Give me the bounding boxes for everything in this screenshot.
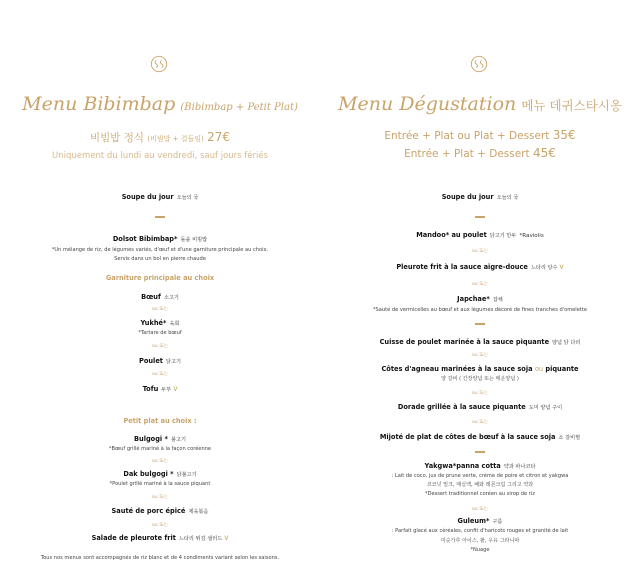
- dessert-yakgwa: Yakgwa*panna cotta 약과 파나코타: [424, 462, 536, 470]
- yakgwa-note: *Dessert traditionnel coréen au sirop de riz: [425, 491, 535, 497]
- garniture-poulet: Poulet 닭고기: [139, 357, 181, 365]
- menu-title: Menu Dégustation 메뉴 데귀스타시옹: [338, 93, 622, 115]
- restaurant-logo-icon: [470, 55, 488, 73]
- availability-note: Uniquement du lundi au vendredi, sauf jours fériés: [51, 151, 269, 161]
- ou-separator: ou 또는: [151, 459, 169, 464]
- ou-separator: ou 또는: [151, 307, 169, 312]
- bulgogi-description: *Bœuf grillé mariné à la façon coréenne: [108, 446, 212, 452]
- plat-cuisse-poulet: Cuisse de poulet marinée à la sauce piquante 양념 닭 다리: [379, 338, 581, 346]
- entree-pleurote: Pleurote frit à la sauce aigre-douce 느타리 탕수 V: [396, 263, 564, 271]
- divider: [475, 216, 485, 218]
- menu-degustation-column: [320, 0, 640, 578]
- yukhe-description: *Tartare de bœuf: [138, 330, 182, 336]
- ou-separator: ou 또는: [471, 420, 489, 425]
- restaurant-logo-icon: [150, 55, 168, 73]
- ou-separator: ou 또는: [471, 507, 489, 512]
- guleum-note: *Nuage: [470, 547, 490, 553]
- petit-plat-heading: Petit plat au choix :: [123, 417, 197, 425]
- dolsot-description-2: Servis dans un bol en pierre chaude: [114, 256, 206, 262]
- entree-japchae: Japchae* 잡채: [457, 295, 503, 303]
- vegetarian-icon: V: [173, 386, 178, 393]
- menu-price: 비빔밥 정식 (비빔밥 + 결들임) 27€: [89, 130, 230, 144]
- agneau-korean: 양 갈비 ( 간장양념 또는 매운양념 ): [441, 376, 519, 382]
- petit-plat-porc: Sauté de porc épicé 제육볶음: [111, 507, 209, 515]
- garniture-tofu: Tofu 두부 V: [142, 385, 178, 393]
- divider: [475, 451, 485, 453]
- menu-title: Menu Bibimbap (Bibimbap + Petit Plat): [22, 93, 298, 115]
- petit-plat-bulgogi: Bulgogi * 불고기: [133, 435, 186, 443]
- ou-separator: ou 또는: [471, 249, 489, 254]
- entree-mandoo: Mandoo* au poulet 닭고기 만두 *Raviolis: [416, 231, 544, 239]
- footer-note: Tous nos menus sont accompagnés de riz blanc et de 4 condiments variant selon les saisons.: [40, 555, 280, 561]
- petit-plat-salade: Salade de pleurote frit 느타리 튀김 샐러드 V: [91, 534, 229, 542]
- plat-cotes-agneau: Côtes d'agneau marinées à la sauce soja ou piquante: [381, 365, 579, 373]
- ou-separator: ou 또는: [151, 372, 169, 377]
- plat-dorade: Dorade grillée à la sauce piquante 도미 양념 구이: [397, 403, 563, 411]
- yakgwa-korean: 코코넛 밀크, 매실액, 배와 레몬크림 그리고 약과: [426, 482, 534, 488]
- ou-separator: ou 또는: [471, 353, 489, 358]
- garniture-boeuf: Bœuf 소고기: [141, 293, 179, 301]
- garniture-yukhe: Yukhé* 육회: [140, 319, 180, 327]
- menu-price-1: Entrée + Plat ou Plat + Dessert 35€: [384, 128, 576, 142]
- divider: [155, 216, 165, 218]
- yakgwa-description: : Lait de coco, jus de prune verte, crème de poire et citron et yakgwa: [391, 473, 569, 479]
- divider: [475, 323, 485, 325]
- guleum-description: : Parfait glacé aux céréales, confit d'haricots rouges et granité de lait: [391, 528, 569, 534]
- dolsot-bibimbap: Dolsot Bibimbap* 돌솥 비빔밥: [112, 235, 208, 243]
- ou-separator: ou 또는: [471, 391, 489, 396]
- petit-plat-dak-bulgogi: Dak bulgogi * 닭불고기: [123, 470, 197, 478]
- soupe-du-jour: Soupe du jour 오늘의 국: [441, 193, 519, 201]
- garniture-heading: Garniture principale au choix: [105, 274, 215, 282]
- dak-bulgogi-description: *Poulet grillé mariné à la sauce piquant: [109, 481, 211, 487]
- dessert-guleum: Guleum* 구름: [457, 517, 503, 525]
- ou-separator: ou 또는: [151, 523, 169, 528]
- vegetarian-icon: V: [559, 264, 564, 271]
- plat-mijote: Mijoté de plat de côtes de bœuf à la sauce soja 소 갈비찜: [379, 433, 581, 441]
- japchae-description: *Sauté de vermicelles au bœuf et aux légumes décoré de fines tranches d'omelette: [373, 307, 587, 313]
- ou-separator: ou 또는: [151, 495, 169, 500]
- menu-price-2: Entrée + Plat + Dessert 45€: [404, 146, 556, 160]
- ou-separator: ou 또는: [471, 282, 489, 287]
- dolsot-description: *Un mélange de riz, de légumes variés, d'œuf et d'une garniture principale au choix.: [51, 247, 269, 253]
- vegetarian-icon: V: [224, 535, 229, 542]
- ou-separator: ou 또는: [151, 344, 169, 349]
- soupe-du-jour: Soupe du jour 오늘의 국: [121, 193, 199, 201]
- guleum-korean: 미숫가루 아이스, 팥, 우유 그라니따: [440, 538, 520, 544]
